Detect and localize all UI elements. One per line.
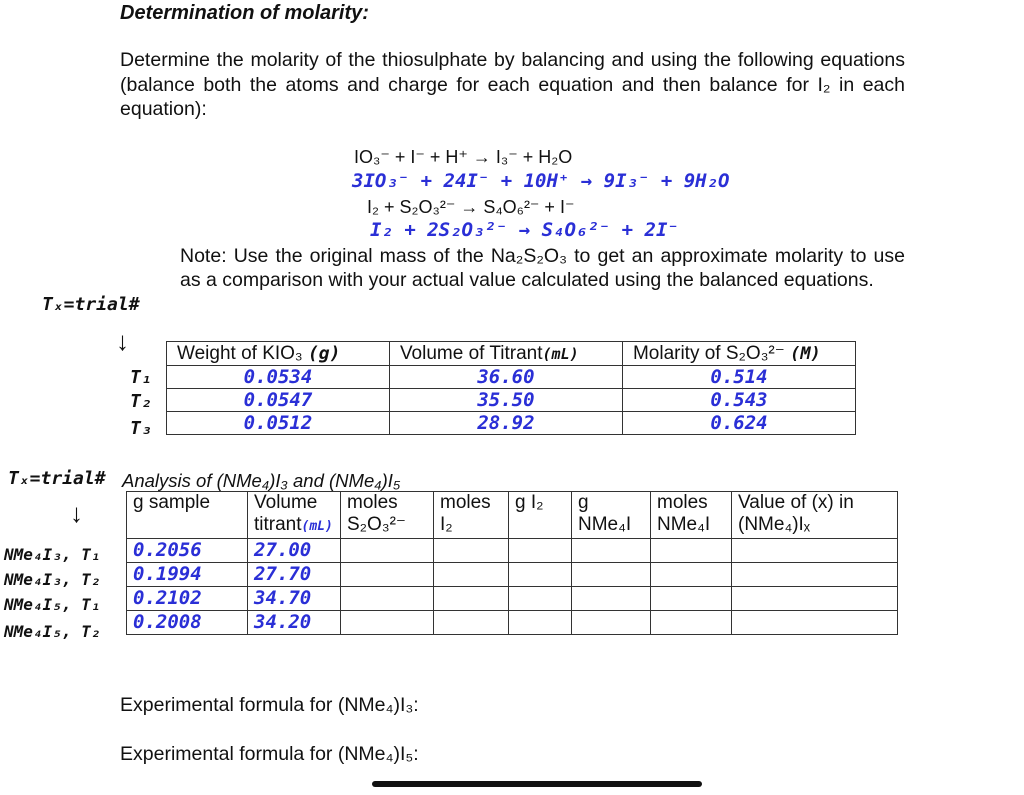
table-cell[interactable]: 34.20	[248, 611, 341, 635]
page-title: Determination of molarity:	[120, 2, 369, 24]
table-cell[interactable]: 36.60	[389, 366, 622, 389]
table-cell[interactable]: 0.2008	[127, 611, 248, 635]
down-arrow-icon: ↓	[116, 326, 129, 356]
table-cell[interactable]	[651, 587, 732, 611]
table-cell[interactable]: 0.2056	[127, 539, 248, 563]
table-cell[interactable]	[509, 611, 572, 635]
header-cell: g I₂	[509, 492, 572, 539]
table-cell[interactable]: 0.543	[622, 389, 855, 412]
table-cell[interactable]	[509, 587, 572, 611]
row-label: NMe₄I₃, T₁	[4, 545, 101, 564]
table-cell[interactable]	[732, 611, 898, 635]
table-cell[interactable]	[651, 539, 732, 563]
formula-line-i3: Experimental formula for (NMe₄)I₃:	[120, 694, 419, 716]
home-indicator[interactable]	[372, 781, 702, 787]
table-row	[167, 412, 856, 435]
table-row	[127, 587, 898, 611]
row-label: T₃	[130, 418, 152, 439]
table-cell[interactable]	[434, 611, 509, 635]
table-cell[interactable]	[572, 587, 651, 611]
table-cell[interactable]	[434, 587, 509, 611]
table-cell[interactable]	[341, 587, 434, 611]
note-paragraph: Note: Use the original mass of the Na₂S₂O₃ to get an approximate molarity to use as a comparison with your actual value calculated using the balanced equations.	[180, 245, 905, 291]
header-cell: Value of (x) in (NMe₄)Iₓ	[732, 492, 898, 539]
table-cell[interactable]	[434, 563, 509, 587]
table-cell[interactable]: 0.0534	[167, 366, 390, 389]
table-cell[interactable]: 0.0547	[167, 389, 390, 412]
row-label: NMe₄I₅, T₁	[4, 595, 101, 614]
equation-1: IO₃⁻ + I⁻ + H⁺ → I₃⁻ + H₂O	[354, 147, 573, 167]
table-cell[interactable]: 34.70	[248, 587, 341, 611]
table-row	[167, 389, 856, 412]
row-label: NMe₄I₃, T₂	[4, 570, 101, 589]
header-cell: g NMe₄I	[572, 492, 651, 539]
table-row	[127, 563, 898, 587]
table-cell[interactable]	[509, 563, 572, 587]
trial-annotation: Tₓ=trial#	[42, 294, 140, 315]
table-cell[interactable]: 35.50	[389, 389, 622, 412]
table-cell[interactable]	[572, 611, 651, 635]
table-row	[167, 366, 856, 389]
down-arrow-icon: ↓	[70, 498, 83, 528]
table-cell[interactable]: 0.0512	[167, 412, 390, 435]
table-cell[interactable]	[341, 563, 434, 587]
equation-1-handwritten: 3IO₃⁻ + 24I⁻ + 10H⁺ → 9I₃⁻ + 9H₂O	[352, 170, 730, 192]
table-cell[interactable]	[341, 539, 434, 563]
table-cell[interactable]: 0.2102	[127, 587, 248, 611]
analysis-table	[126, 491, 898, 635]
unit-annotation: (M)	[790, 344, 821, 364]
unit-annotation: (mL)	[301, 519, 333, 534]
table-cell[interactable]	[732, 539, 898, 563]
row-label: NMe₄I₅, T₂	[4, 622, 101, 641]
table-cell[interactable]: 27.00	[248, 539, 341, 563]
table-cell[interactable]	[651, 611, 732, 635]
trial-annotation-2: Tₓ=trial#	[8, 468, 106, 489]
formula-line-i5: Experimental formula for (NMe₄)I₅:	[120, 743, 419, 765]
header-cell: moles NMe₄I	[651, 492, 732, 539]
table-cell[interactable]	[651, 563, 732, 587]
header-cell: Volume of Titrant(mL)	[389, 342, 622, 366]
table-cell[interactable]	[572, 539, 651, 563]
table-row	[127, 611, 898, 635]
unit-annotation: (g)	[307, 342, 341, 364]
equation-2: I₂ + S₂O₃²⁻ → S₄O₆²⁻ + I⁻	[367, 197, 575, 217]
unit-annotation: (mL)	[542, 344, 579, 363]
header-cell: g sample	[127, 492, 248, 539]
table-cell[interactable]	[732, 587, 898, 611]
instructions-paragraph: Determine the molarity of the thiosulphate by balancing and using the following equations (balance both the atoms and charge for each equation and then balance for I₂ in each equation):	[120, 49, 905, 120]
molarity-table	[166, 341, 856, 435]
header-cell: Molarity of S₂O₃²⁻ (M)	[622, 342, 855, 366]
table-cell[interactable]	[509, 539, 572, 563]
table-cell[interactable]: 0.1994	[127, 563, 248, 587]
equation-2-handwritten: I₂ + 2S₂O₃²⁻ → S₄O₆²⁻ + 2I⁻	[370, 219, 679, 241]
table-cell[interactable]	[732, 563, 898, 587]
table-row	[127, 539, 898, 563]
table-cell[interactable]: 27.70	[248, 563, 341, 587]
table-cell[interactable]: 28.92	[389, 412, 622, 435]
table-header-row	[127, 492, 898, 539]
table-cell[interactable]: 0.514	[622, 366, 855, 389]
row-label: T₁	[130, 367, 152, 388]
table-cell[interactable]	[434, 539, 509, 563]
header-cell: Weight of KIO₃ (g)	[167, 342, 390, 366]
table-header-row	[167, 342, 856, 366]
table-cell[interactable]: 0.624	[622, 412, 855, 435]
analysis-title: Analysis of (NMe₄)I₃ and (NMe₄)I₅	[122, 470, 401, 491]
table-cell[interactable]	[572, 563, 651, 587]
header-cell: moles S₂O₃²⁻	[341, 492, 434, 539]
table-cell[interactable]	[341, 611, 434, 635]
row-label: T₂	[130, 391, 152, 412]
header-cell: moles I₂	[434, 492, 509, 539]
header-cell: Volume titrant(mL)	[248, 492, 341, 539]
